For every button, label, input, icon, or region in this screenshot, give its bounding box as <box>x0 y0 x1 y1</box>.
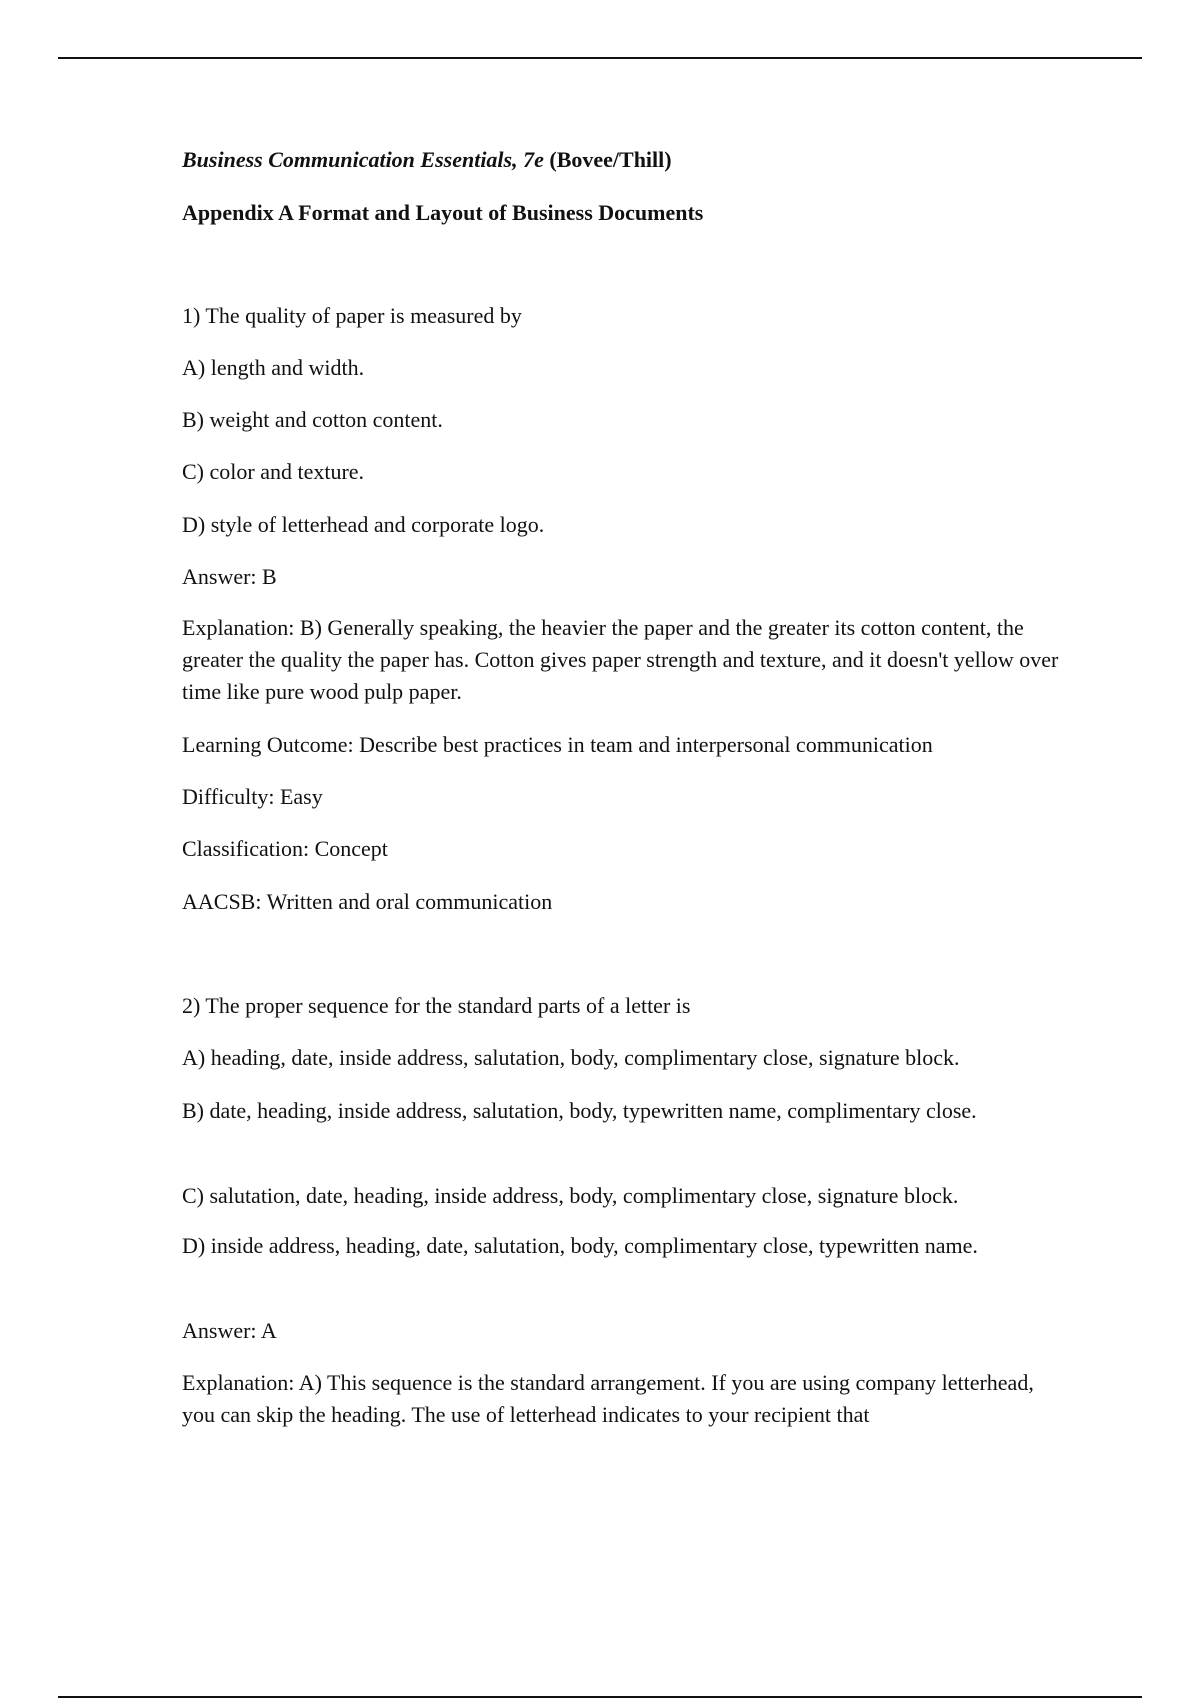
question-1-option-c: C) color and texture. <box>182 459 365 484</box>
appendix-title: Appendix A Format and Layout of Business Documents <box>182 200 704 225</box>
question-1-learning-outcome: Learning Outcome: Describe best practices in team and interpersonal communication <box>182 732 933 757</box>
question-1-explanation: Explanation: B) Generally speaking, the heavier the paper and the greater its cotton content, the greater the quality the paper has. Cotton gives paper strength and texture, and it doesn't yellow over time like pure wood pulp paper. <box>182 615 1059 704</box>
question-1-aacsb: AACSB: Written and oral communication <box>182 889 553 914</box>
question-2-option-a: A) heading, date, inside address, salutation, body, complimentary close, signature block. <box>182 1045 960 1070</box>
question-1-answer: Answer: B <box>182 564 277 589</box>
question-1-option-a: A) length and width. <box>182 355 365 380</box>
question-2-explanation: Explanation: A) This sequence is the standard arrangement. If you are using company letterhead, you can skip the heading. The use of letterhead indicates to your recipient that <box>182 1370 1034 1427</box>
question-2-option-b: B) date, heading, inside address, salutation, body, typewritten name, complimentary close. <box>182 1098 977 1123</box>
question-2-option-d: D) inside address, heading, date, salutation, body, complimentary close, typewritten name. <box>182 1233 978 1258</box>
book-authors: (Bovee/Thill) <box>549 147 672 172</box>
top-rule <box>58 57 1142 59</box>
question-2-option-c: C) salutation, date, heading, inside address, body, complimentary close, signature block. <box>182 1183 959 1208</box>
question-1-option-b: B) weight and cotton content. <box>182 407 443 432</box>
book-title-line <box>182 144 1062 176</box>
question-1-difficulty: Difficulty: Easy <box>182 784 323 809</box>
question-1-stem: 1) The quality of paper is measured by <box>182 303 522 328</box>
question-2-stem: 2) The proper sequence for the standard parts of a letter is <box>182 993 691 1018</box>
question-2-answer: Answer: A <box>182 1318 277 1343</box>
book-title: Business Communication Essentials, 7e <box>182 147 544 172</box>
question-1-classification: Classification: Concept <box>182 836 388 861</box>
question-1-option-d: D) style of letterhead and corporate logo. <box>182 512 545 537</box>
bottom-rule <box>58 1696 1142 1698</box>
